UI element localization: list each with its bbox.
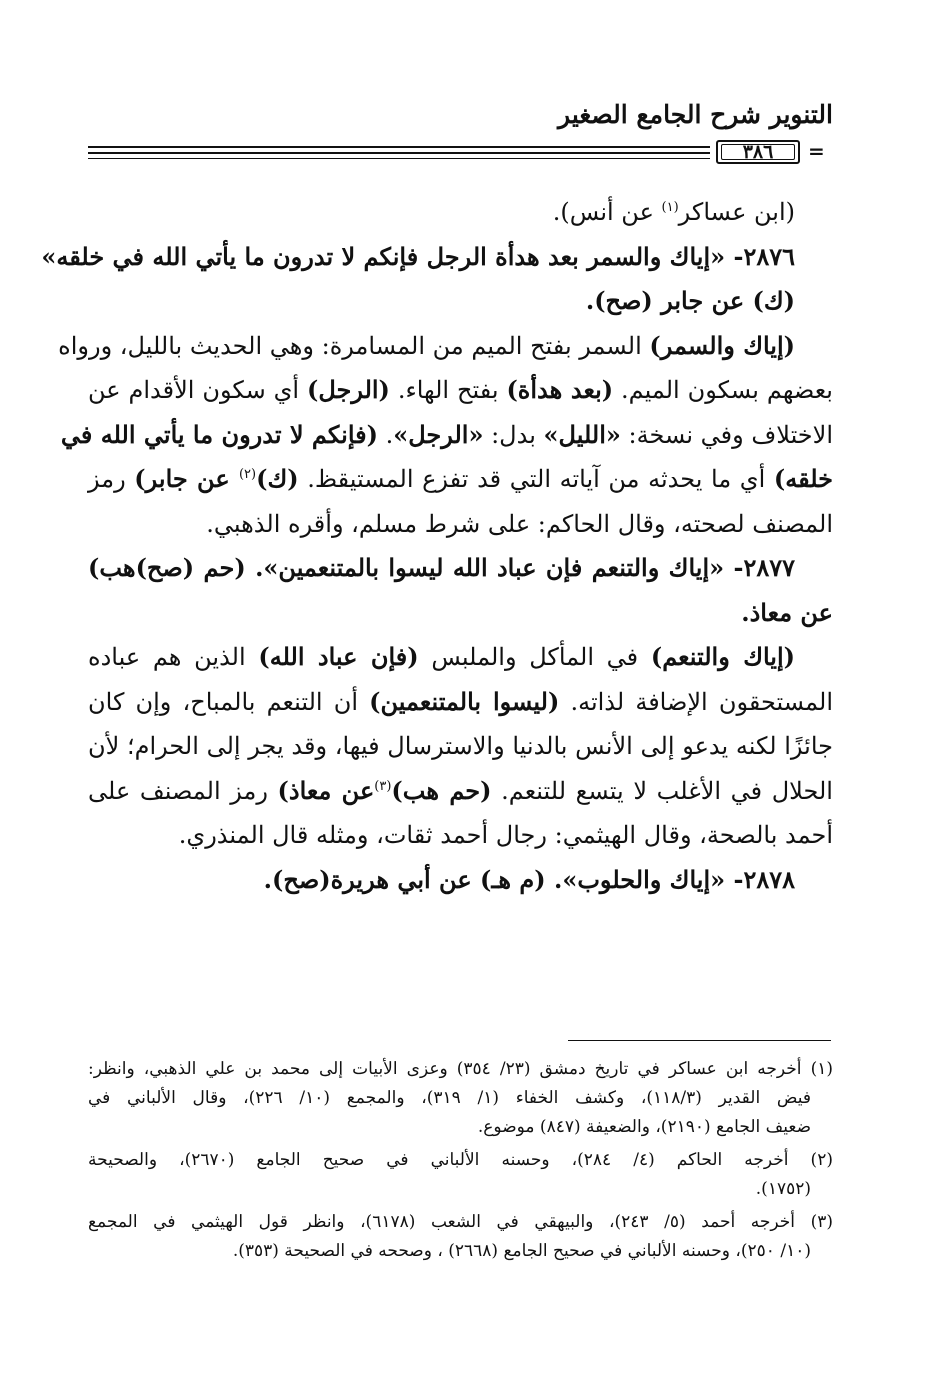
footnote-ref: (٢) xyxy=(238,467,257,482)
footnote-separator xyxy=(568,1040,831,1041)
hadith-2877 xyxy=(88,546,833,591)
main-text xyxy=(41,190,833,902)
footnote-3: (٣) أخرجه أحمد (٥/ ٢٤٣)، والبيهقي في الشعب (٦١٧٨)، وانظر قول الهيثمي في المجمع (١٠/ ٢٥٠)، وحسنه الألباني في صحيح الجامع (٢٦٦٨) ، وصححه في الصحيحة (٣٥٣). xyxy=(88,1212,834,1261)
header-rule-line xyxy=(88,158,710,159)
header-rule xyxy=(88,140,833,164)
header-rule-line xyxy=(88,152,710,154)
commentary-2877: (إياك والتنعم) في المأكل والملبس (فإن عباد الله) الذين هم عباده xyxy=(88,642,796,671)
footnotes xyxy=(88,1055,833,1270)
hadith-text: ٢٨٧٧- «إياك والتنعم فإن عباد الله ليسوا بالمتنعمين». (حم (صح)هب) xyxy=(88,553,795,582)
commentary-2877-cont: المستحقون الإضافة لذاته. (ليسوا بالمتنعمين) أن التنعم بالمباح، وإن كان جائزًا لكنه يدعو إلى الأنس بالدنيا والاسترسال فيها، وقد يجر إلى الحرام؛ لأن الحلال في الأغلب لا يتسع للتنعم. (حم هب)$^{(٣)}$عن معاذ) رمز المصنف على أحمد بالصحة، وقال الهيثمي: رجال أحمد ثقات، ومثله قال المنذري. xyxy=(88,686,833,849)
source-line: (ابن عساكر$^{(١)}$ عن أنس). xyxy=(552,198,795,226)
hadith-source: (ك) عن جابر (صح). xyxy=(585,286,795,315)
page-number: ٣٨٦ xyxy=(716,140,800,164)
hadith-source: عن معاذ. xyxy=(741,597,833,627)
footnote-ref: (٣) xyxy=(374,778,392,794)
footnote-ref: (١) xyxy=(661,200,679,215)
footnote-1: (١) أخرجه ابن عساكر في تاريخ دمشق (٢٣/ ٣٥٤) وعزى الأبيات إلى محمد بن علي الذهبي، وانظر: فيض القدير (١١٨/٣)، وكشف الخفاء (١/ ٣١٩)، والمجمع (١٠/ ٢٢٦)، وقال الألباني في ضعيف الجامع (٢١٩٠)، والضعيفة (٨٤٧) موضوع. xyxy=(88,1059,833,1137)
header-equals-mark: = xyxy=(808,139,825,163)
running-header-title: التنوير شرح الجامع الصغير xyxy=(558,100,833,129)
footnote-2: (٢) أخرجه الحاكم (٤/ ٢٨٤)، وحسنه الألباني في صحيح الجامع (٢٦٧٠)، والصحيحة (١٧٥٢). xyxy=(88,1150,833,1199)
hadith-text: ٢٨٧٦- «إياك والسمر بعد هدأة الرجل فإنكم لا تدرون ما يأتي الله في خلقه» xyxy=(41,241,795,271)
commentary-2876-cont: بعضهم بسكون الميم. (بعد هدأة) بفتح الهاء. (الرجل) أي سكون الأقدام عن الاختلاف وفي نسخة: «الليل» بدل: «الرجل». (فإنكم لا تدرون ما يأتي الله في خلقه) أي ما يحدثه من آياته التي قد تفزع المستيقظ. (ك)$^{(٢)}$ عن جابر) رمز المصنف لصحته، وقال الحاكم: على شرط مسلم، وأقره الذهبي. xyxy=(60,375,833,538)
header-rule-line xyxy=(88,146,710,148)
hadith-2877-cont xyxy=(88,591,833,636)
hadith-2876 xyxy=(41,235,833,324)
hadith-2878 xyxy=(88,858,833,903)
hadith-text: ٢٨٧٨- «إياك والحلوب». (م هـ) عن أبي هريرة(صح). xyxy=(263,864,795,894)
commentary-2876: (إياك والسمر) السمر بفتح الميم من المسامرة: وهي الحديث بالليل، ورواه xyxy=(58,330,795,360)
